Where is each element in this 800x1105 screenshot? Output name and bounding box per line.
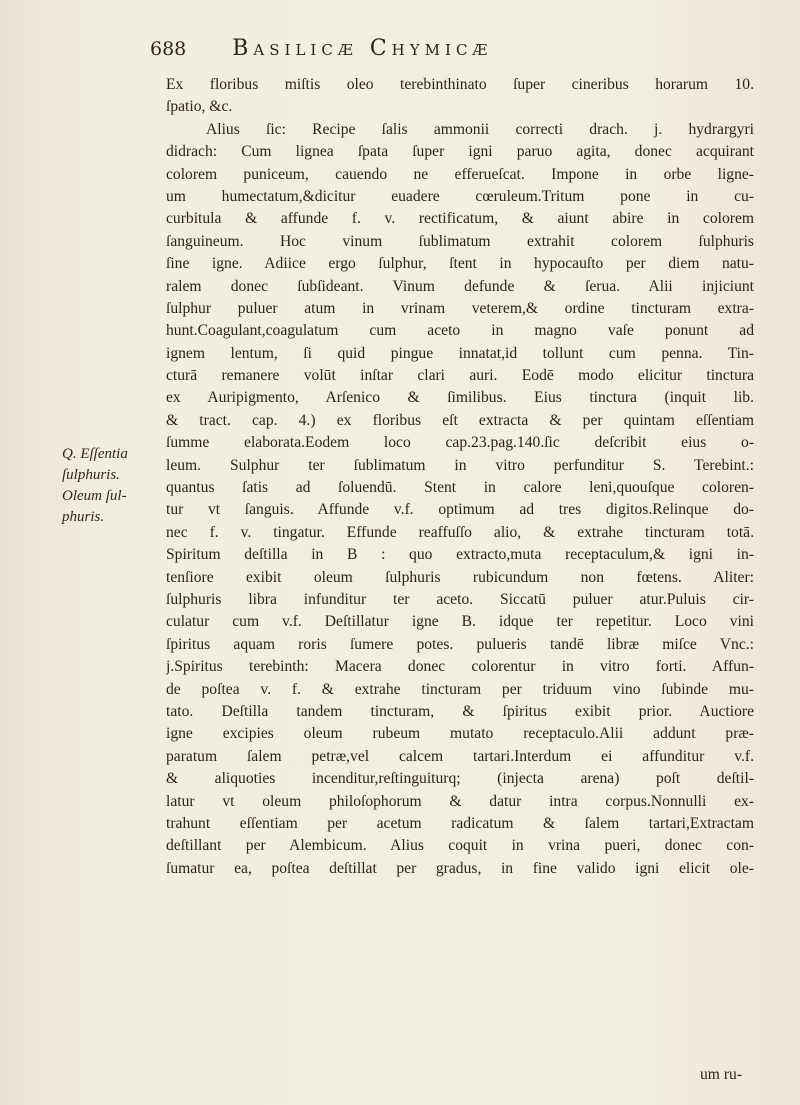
text-line: ralem donec ſubſideant. Vinum defunde & ſerua. Alii injiciunt	[166, 277, 754, 295]
margin-note	[62, 444, 162, 528]
text-line: ſumatur ea, poſtea deſtillat per gradus, in fine valido igni elicit ole-	[166, 859, 754, 877]
text-line: Ex floribus miſtis oleo terebinthinato ſuper cineribus horarum 10.	[166, 76, 754, 93]
text-line: culatur cum v.f. Deſtillatur igne B. idque ter repetitur. Loco vini	[166, 613, 754, 631]
text-line: ſumme elaborata.Eodem loco cap.23.pag.140.ſic deſcribit eius o-	[166, 434, 754, 452]
text-line: cturā remanere volūt inſtar clari auri. Eodē modo elicitur tinctura	[166, 367, 754, 385]
text-line: & tract. cap. 4.) ex floribus eſt extracta & per quintam eſſentiam	[166, 411, 754, 429]
text-line: latur vt oleum philoſophorum & datur intra corpus.Nonnulli ex-	[166, 792, 754, 810]
text-line: colorem puniceum, cauendo ne efferueſcat. Impone in orbe ligne-	[166, 165, 754, 183]
margin-note-line: Q. Eſſentia	[62, 446, 128, 462]
running-title: Basilicæ Chymicæ	[232, 36, 493, 61]
text-line: & aliquoties incenditur,reſtinguiturq; (injecta arena) poſt deſtil-	[166, 770, 754, 788]
text-line: ſpatio, &c.	[166, 98, 233, 116]
text-line: ſpiritus aquam roris ſumere potes. pulueris tandē libræ miſce Vnc.:	[166, 635, 754, 653]
text-line: igne excipies oleum rubeum mutato receptaculo.Alii addunt præ-	[166, 725, 754, 743]
text-line: paratum ſalem petræ,vel calcem tartari.Interdum ei affunditur v.f.	[166, 747, 754, 765]
text-line: quantus ſatis ad ſoluendū. Stent in calore leni,quouſque coloren-	[166, 479, 754, 497]
text-line: ex Auripigmento, Arſenico & ſimilibus. Eius tinctura (inquit lib.	[166, 389, 754, 407]
text-line: nec f. v. tingatur. Effunde reaffuſſo alio, & extrahe tincturam totā.	[166, 523, 754, 541]
catchword: um ru-	[700, 1066, 743, 1083]
text-line: tato. Deſtilla tandem tincturam, & ſpiritus exibit prior. Auctiore	[166, 702, 754, 720]
text-line: didrach: Cum lignea ſpata ſuper igni paruo agita, donec acquirant	[166, 143, 754, 161]
text-line: trahunt eſſentiam per acetum radicatum & ſalem tartari,Extractam	[166, 814, 754, 832]
text-line: ſulphur puluer atum in vrinam veterem,& ordine tincturam extra-	[166, 299, 754, 317]
text-line: ſulphuris libra infunditur ter aceto. Siccatū puluer atur.Puluis cir-	[166, 590, 754, 608]
text-line: um humectatum,&dicitur euadere cœruleum.Tritum pone in cu-	[166, 187, 754, 205]
page-header	[150, 36, 750, 61]
text-line: ſine igne. Adiice ergo ſulphur, ſtent in hypocauſto per diem natu-	[166, 255, 754, 273]
text-line: de poſtea v. f. & extrahe tincturam per triduum vino ſubinde mu-	[166, 680, 754, 698]
text-line: leum. Sulphur ter ſublimatum in vitro perfunditur S. Terebint.:	[166, 456, 754, 474]
text-line: curbitula & affunde f. v. rectificatum, & aiunt abire in colorem	[166, 210, 754, 228]
text-line: Spiritum deſtilla in B : quo extracto,muta receptaculum,& igni in-	[166, 546, 754, 564]
text-line: tur vt ſanguis. Affunde v.f. optimum ad tres digitos.Relinque do-	[166, 501, 754, 519]
margin-note-line: phuris.	[62, 509, 105, 525]
text-line: j.Spiritus terebinth: Macera donec colorentur in vitro forti. Affun-	[166, 658, 754, 676]
text-line: hunt.Coagulant,coagulatum cum aceto in magno vaſe ponunt ad	[166, 322, 754, 340]
text-line: ignem lentum, ſi quid pingue innatat,id tollunt cum penna. Tin-	[166, 344, 754, 362]
text-line: ſanguineum. Hoc vinum ſublimatum extrahit colorem ſulphuris	[166, 232, 754, 250]
text-line: tenſiore exibit oleum ſulphuris rubicundum non fœtens. Aliter:	[166, 568, 754, 586]
text-line: deſtillant per Alembicum. Alius coquit in vrina pueri, donec con-	[166, 837, 754, 855]
text-line: Alius ſic: Recipe ſalis ammonii correcti drach. j. hydrargyri	[206, 120, 754, 138]
body-text	[166, 74, 754, 880]
margin-note-line: ſulphuris.	[62, 467, 120, 483]
page-number: 688	[150, 38, 187, 60]
margin-note-line: Oleum ſul-	[62, 488, 127, 504]
